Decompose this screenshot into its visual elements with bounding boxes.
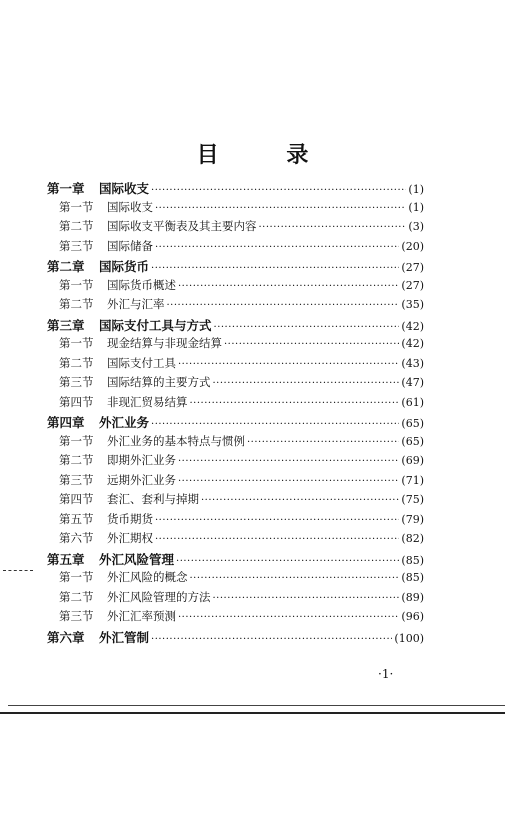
toc-entry-number: 第四章 xyxy=(47,415,85,430)
footer-rule-thick xyxy=(0,712,505,714)
toc-entry-number: 第二节 xyxy=(59,297,94,311)
toc-section-row xyxy=(59,452,424,472)
toc-entry-number: 第四节 xyxy=(59,492,94,506)
toc-entry-title: 国际支付工具 xyxy=(107,355,176,370)
toc-entry-number: 第三节 xyxy=(59,609,94,623)
toc-chapter-row xyxy=(47,550,424,570)
toc-entry-page: (85) xyxy=(401,553,424,567)
dot-leader xyxy=(176,556,399,567)
dot-leader xyxy=(178,281,399,292)
toc-entry-title: 外汇汇率预测 xyxy=(107,609,176,623)
toc-section-row xyxy=(59,511,424,531)
toc-entry-number: 第二章 xyxy=(47,259,85,274)
toc-section-row xyxy=(59,199,424,219)
toc-entry-number: 第五节 xyxy=(59,511,94,526)
toc-entry-page: (71) xyxy=(401,473,424,487)
dot-leader xyxy=(213,593,400,604)
toc-chapter-row xyxy=(47,316,424,336)
toc-section-row xyxy=(59,218,424,238)
toc-entry-title: 外汇风险管理的方法 xyxy=(107,589,211,604)
toc-entry-title: 货币期货 xyxy=(107,511,153,526)
toc-entry-number: 第六章 xyxy=(47,629,85,645)
dot-leader xyxy=(178,476,399,487)
toc-entry-title: 国际储备 xyxy=(107,238,153,253)
dot-leader xyxy=(178,612,399,623)
toc-entry-number: 第一节 xyxy=(59,336,94,350)
toc-entry-title: 国际货币 xyxy=(99,259,150,274)
toc-section-row xyxy=(59,608,424,628)
dot-leader xyxy=(155,242,399,253)
toc-entry-number: 第五章 xyxy=(47,551,85,567)
toc-entry-page: (96) xyxy=(401,610,424,623)
toc-entry-page: (82) xyxy=(401,532,424,545)
toc-section-row xyxy=(59,530,424,550)
toc-entry-title: 非现汇贸易结算 xyxy=(107,394,188,409)
toc-chapter-row xyxy=(47,413,424,433)
toc-entry-page: (27) xyxy=(401,261,424,274)
dot-leader xyxy=(151,185,406,196)
toc-entry-page: (79) xyxy=(401,512,424,526)
toc-entry-page: (3) xyxy=(408,220,424,233)
toc-section-row xyxy=(59,238,424,258)
toc-section-row xyxy=(59,394,424,414)
toc-entry-number: 第六节 xyxy=(59,531,94,545)
toc-chapter-row xyxy=(47,628,424,648)
toc-section-row xyxy=(59,569,424,589)
toc-entry-page: (65) xyxy=(401,434,424,448)
dot-leader xyxy=(259,222,407,233)
dot-leader xyxy=(178,456,399,467)
toc-section-row xyxy=(59,472,424,492)
dot-leader xyxy=(155,203,406,214)
dot-leader xyxy=(178,359,399,370)
toc-entry-number: 第三章 xyxy=(47,317,85,333)
toc-entry-number: 第一节 xyxy=(59,199,94,214)
dot-leader xyxy=(167,300,400,311)
toc-entry-page: (65) xyxy=(401,417,424,430)
toc-section-row xyxy=(59,433,424,453)
dot-leader xyxy=(247,437,399,448)
toc-section-row xyxy=(59,296,424,316)
toc-entry-title: 国际收支 xyxy=(99,181,150,196)
toc-entry-title: 外汇风险的概念 xyxy=(107,570,188,584)
dot-leader xyxy=(151,263,399,274)
dot-leader xyxy=(224,339,399,350)
toc-entry-page: (42) xyxy=(401,319,424,333)
toc-chapter-row xyxy=(47,179,424,199)
dot-leader xyxy=(151,634,392,645)
toc-entry-title: 即期外汇业务 xyxy=(107,453,176,467)
toc-entry-page: (85) xyxy=(401,571,424,584)
dot-leader xyxy=(155,534,399,545)
dot-leader xyxy=(201,495,399,506)
toc-entry-title: 远期外汇业务 xyxy=(107,472,176,487)
toc-entry-number: 第三节 xyxy=(59,472,94,487)
toc-entry-number: 第二节 xyxy=(59,453,94,467)
toc-entry-title: 国际收支平衡表及其主要内容 xyxy=(107,219,257,233)
toc-entry-number: 第一章 xyxy=(47,181,85,196)
toc-entry-title: 外汇风险管理 xyxy=(99,551,175,567)
toc-section-row xyxy=(59,277,424,297)
toc-entry-page: (20) xyxy=(401,239,424,253)
toc-entry-number: 第一节 xyxy=(59,570,94,584)
toc-entry-title: 套汇、套利与掉期 xyxy=(107,492,199,506)
toc-entry-page: (61) xyxy=(401,395,424,409)
dot-leader xyxy=(151,419,399,430)
toc-section-row xyxy=(59,589,424,609)
toc-section-row xyxy=(59,335,424,355)
toc-entry-title: 外汇期权 xyxy=(107,531,153,545)
dot-leader xyxy=(190,573,400,584)
toc-entry-title: 国际货币概述 xyxy=(107,277,176,292)
toc-entry-page: (27) xyxy=(401,278,424,292)
dot-leader xyxy=(214,322,400,333)
toc-entry-page: (100) xyxy=(394,631,424,645)
toc-entry-title: 外汇与汇率 xyxy=(107,297,165,311)
toc-chapter-row xyxy=(47,257,424,277)
toc-section-row xyxy=(59,374,424,394)
toc-entry-page: (89) xyxy=(401,590,424,604)
toc-entry-number: 第四节 xyxy=(59,394,94,409)
toc-entry-number: 第二节 xyxy=(59,355,94,370)
toc-entry-page: (42) xyxy=(401,337,424,350)
dot-leader xyxy=(155,515,399,526)
toc-entry-title: 国际收支 xyxy=(107,199,153,214)
toc-entry-page: (35) xyxy=(401,298,424,311)
footer-rule xyxy=(8,705,505,706)
toc-entry-page: (43) xyxy=(401,356,424,370)
toc-title: 目 录 xyxy=(196,143,339,168)
toc-entry-page: (1) xyxy=(408,200,424,214)
toc-entry-page: (47) xyxy=(401,376,424,389)
toc-entry-page: (75) xyxy=(401,493,424,506)
toc-entry-number: 第二节 xyxy=(59,589,94,604)
toc-section-row xyxy=(59,491,424,511)
toc-entry-title: 现金结算与非现金结算 xyxy=(107,336,222,350)
toc-entry-number: 第一节 xyxy=(59,277,94,292)
toc-section-row xyxy=(59,355,424,375)
margin-mark xyxy=(3,570,33,571)
dot-leader xyxy=(213,378,400,389)
toc-entry-page: (1) xyxy=(408,183,424,196)
dot-leader xyxy=(190,398,400,409)
toc-entry-number: 第三节 xyxy=(59,375,94,389)
page-number: ·1· xyxy=(378,667,394,681)
toc-entry-title: 外汇管制 xyxy=(99,629,150,645)
toc-entry-number: 第一节 xyxy=(59,433,94,448)
toc-entry-page: (69) xyxy=(401,454,424,467)
toc-entry-title: 国际结算的主要方式 xyxy=(107,375,211,389)
toc-entry-title: 外汇业务 xyxy=(99,415,150,430)
toc-entry-number: 第二节 xyxy=(59,219,94,233)
toc-entry-title: 外汇业务的基本特点与惯例 xyxy=(107,433,245,448)
toc-entry-number: 第三节 xyxy=(59,238,94,253)
toc-entry-title: 国际支付工具与方式 xyxy=(99,317,212,333)
